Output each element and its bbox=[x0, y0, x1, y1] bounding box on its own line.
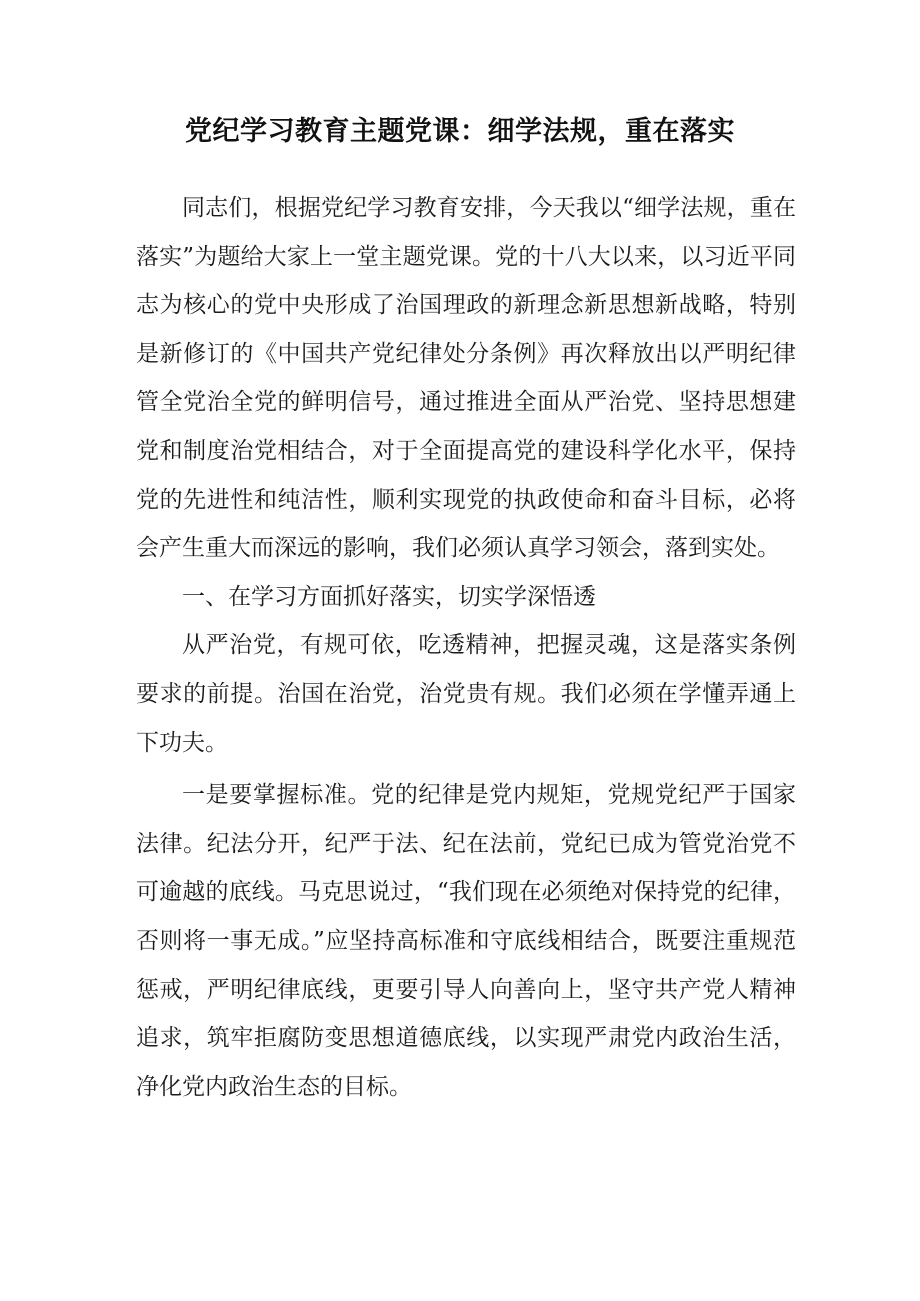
section-heading-1: 一、在学习方面抓好落实，切实学深悟透 bbox=[182, 583, 596, 610]
document-title: 党纪学习教育主题党课：细学法规，重在落实 bbox=[185, 116, 735, 147]
document-body bbox=[136, 184, 796, 1111]
paragraph-intro: 同志们，根据党纪学习教育安排，今天我以“细学法规，重在落实”为题给大家上一堂主题党课。党的十八大以来，以习近平同志为核心的党中央形成了治国理政的新理念新思想新战略，特别是新修订的《中国共产党纪律处分条例》再次释放出以严明纪律管全党治全党的鲜明信号，通过推进全面从严治党、坚持思想建党和制度治党相结合，对于全面提高党的建设科学化水平，保持党的先进性和纯洁性，顺利实现党的执政使命和奋斗目标，必将会产生重大而深远的影响，我们必须认真学习领会，落到实处。 bbox=[136, 195, 796, 562]
paragraph-section-1-intro: 从严治党，有规可依，吃透精神，把握灵魂，这是落实条例要求的前提。治国在治党，治党贵有规。我们必须在学懂弄通上下功夫。 bbox=[136, 632, 796, 756]
paragraph-point-1: 一是要掌握标准。党的纪律是党内规矩，党规党纪严于国家法律。纪法分开，纪严于法、纪在法前，党纪已成为管党治党不可逾越的底线。马克思说过，“我们现在必须绝对保持党的纪律，否则将一事无成。”应坚持高标准和守底线相结合，既要注重规范惩戒，严明纪律底线，更要引导人向善向上，坚守共产党人精神追求，筑牢拒腐防变思想道德底线，以实现严肃党内政治生活，净化党内政治生态的目标。 bbox=[136, 782, 796, 1100]
